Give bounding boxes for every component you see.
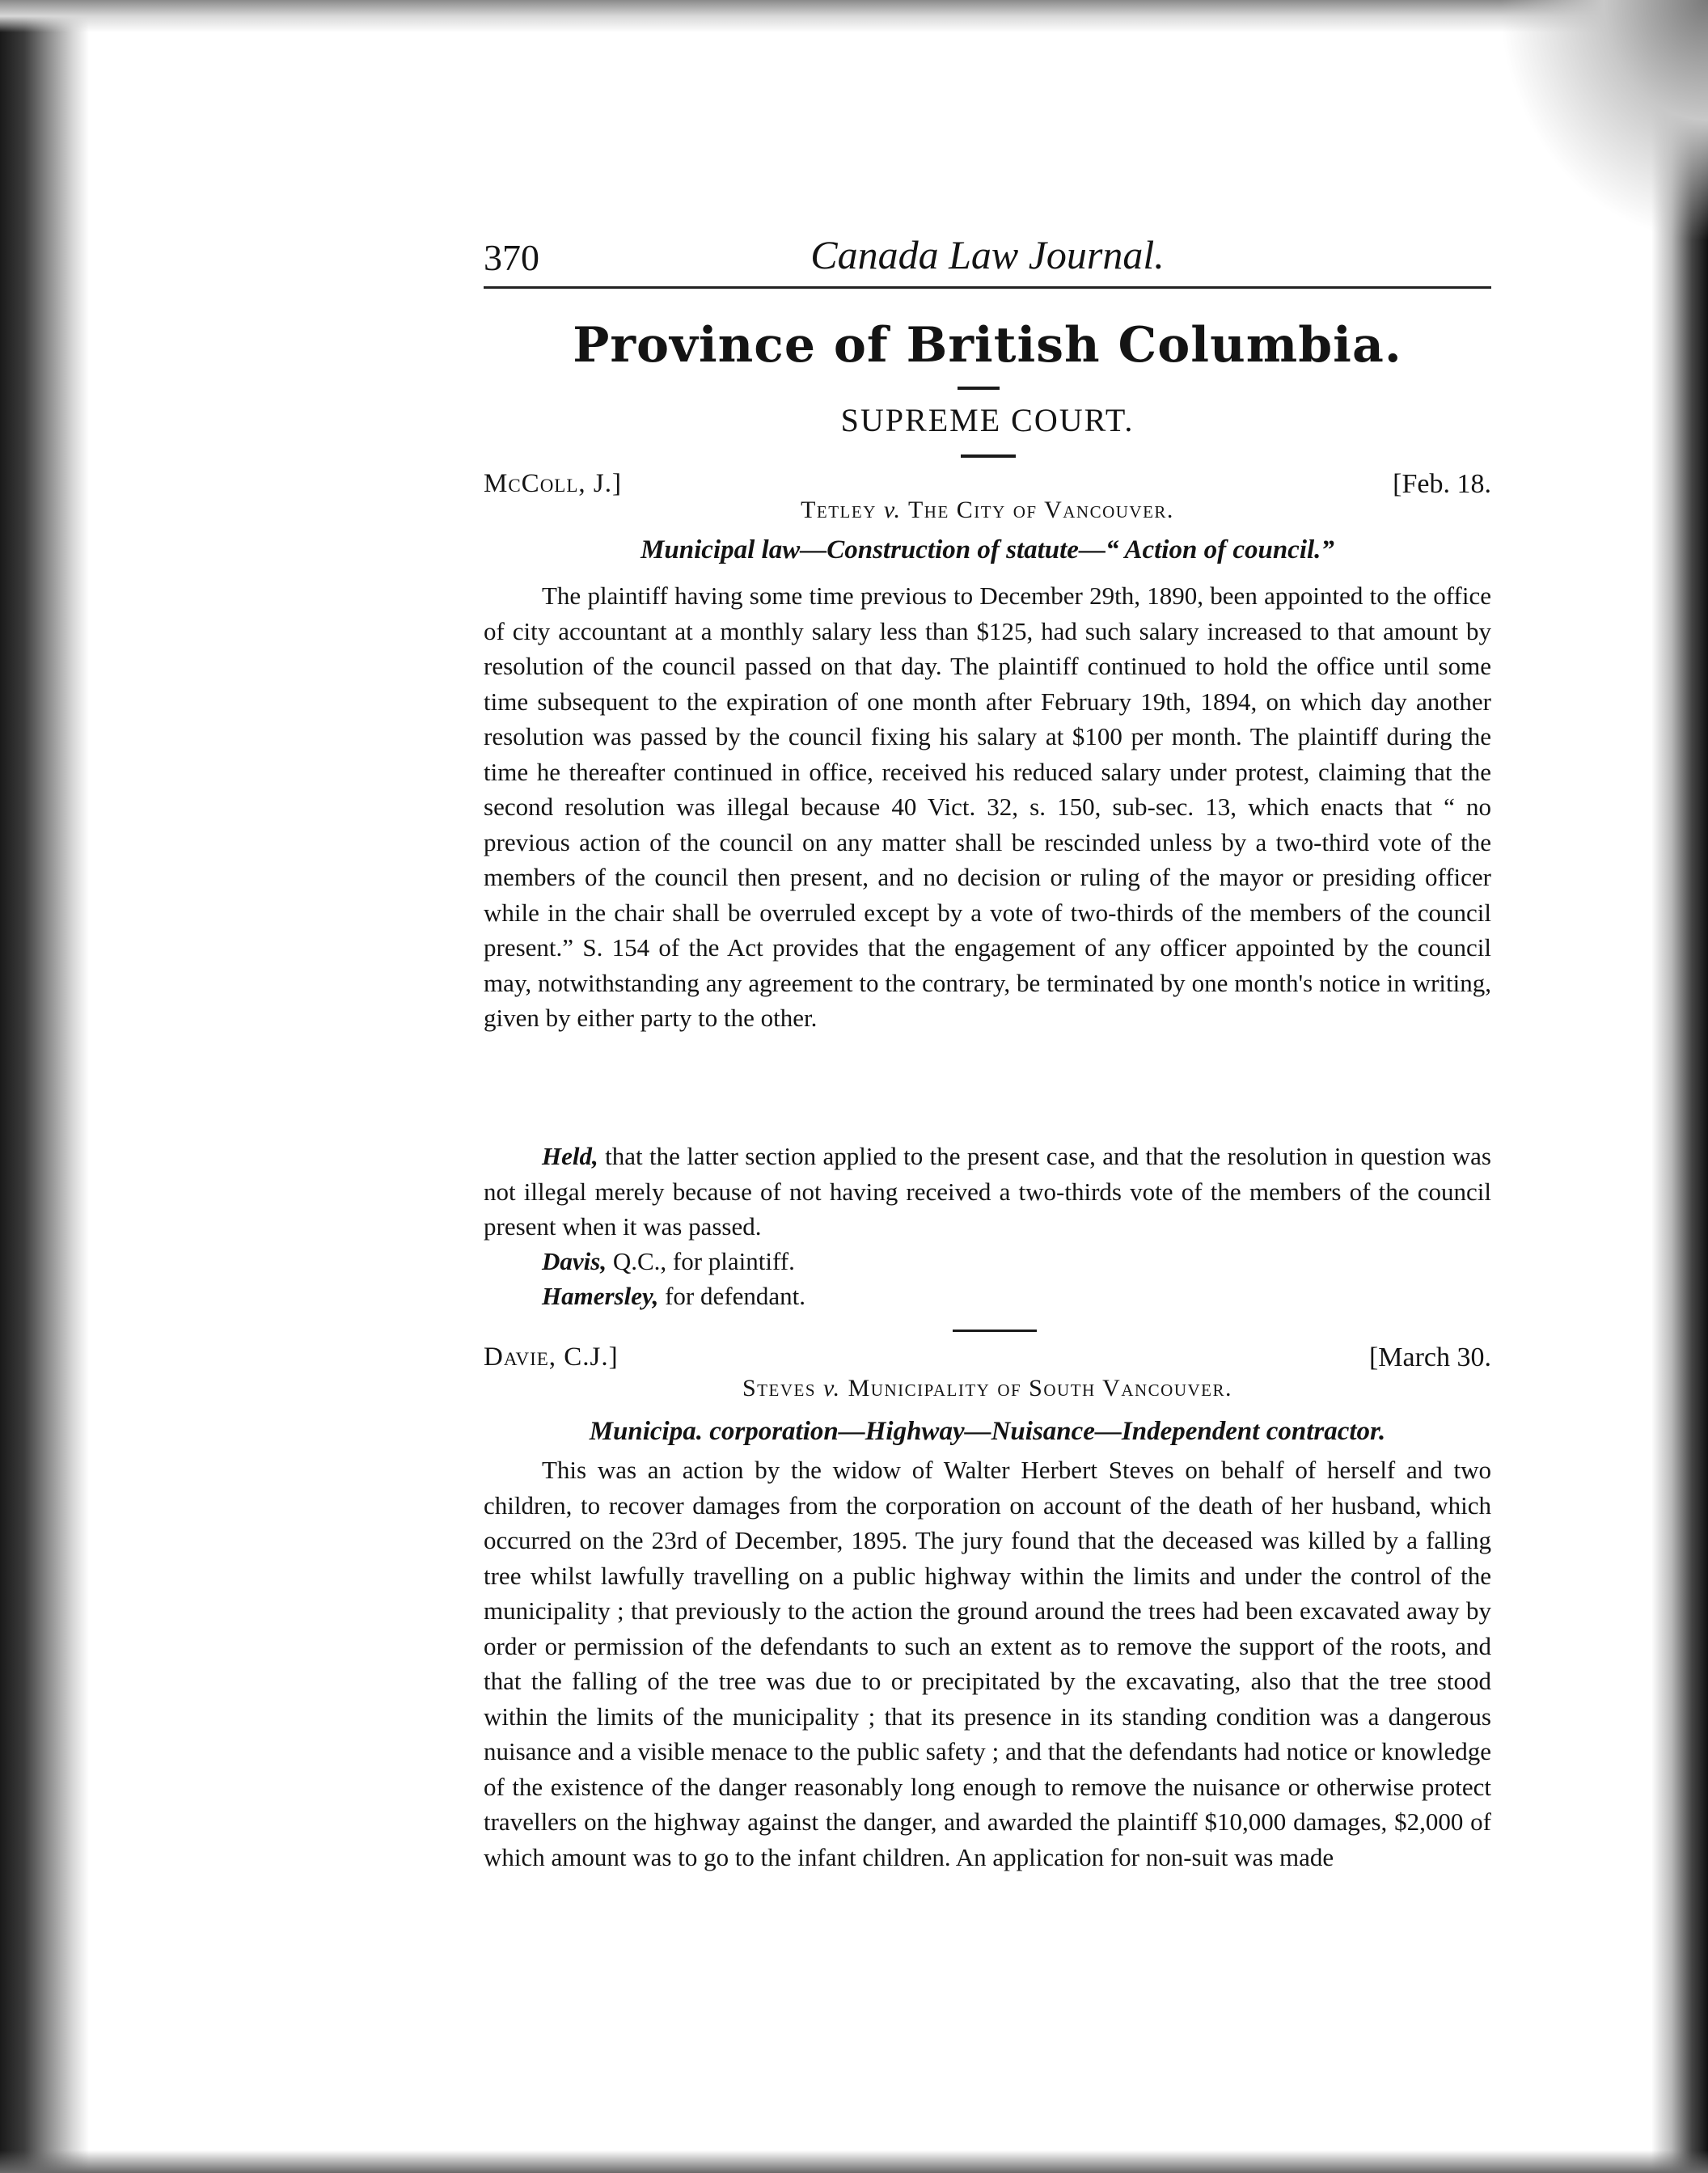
- running-head: [484, 230, 1491, 289]
- case-party-defendant: Municipality of South Vancouver.: [848, 1375, 1232, 1401]
- court-heading: SUPREME COURT.: [840, 402, 1135, 438]
- case-date: [March 30.: [1368, 1342, 1491, 1372]
- case-judge: Davie, C.J.]: [484, 1342, 619, 1372]
- divider: [953, 1330, 1037, 1332]
- case-body: The plaintiff having some time previous to December 29th, 1890, been appointed to the office of city accountant at a monthly salary less than $125, had such salary increased to that amount by resolution of the council passed on that day. The plaintiff continued to hold the office until some time subsequent to the expiration of one month after February 19th, 1894, on which day another resolution was passed by the council fixing his salary at $100 per month. The plaintiff during the time he thereafter continued in office, received his reduced salary under protest, claiming that the second resolution was illegal because 40 Vict. 32, s. 150, sub-sec. 13, which enacts that “ no previous action of the council on any matter shall be rescinded unless by a two-third vote of the members of the council then present, and no decision or ruling of the mayor or presiding officer while in the chair shall be overruled except by a vote of two-thirds of the members of the council present.” S. 154 of the Act provides that the engagement of any officer appointed by the council may, notwithstanding any agreement to the contrary, be terminated by one month's notice in writing, given by either party to the other.: [484, 581, 1491, 1032]
- case-party-defendant: The City of Vancouver.: [907, 497, 1174, 523]
- case-party-plaintiff: Tetley: [801, 497, 877, 523]
- journal-title: Canada Law Journal.: [810, 232, 1165, 277]
- counsel-line: [542, 1279, 805, 1314]
- scan-edge-left: [0, 0, 89, 2173]
- held-text: that the latter section applied to the present case, and that the resolution in question was not illegal merely because of not having received a two-thirds vote of the members of the council present when it was passed.: [484, 1142, 1491, 1241]
- case-headnote: Municipa. corporation—Highway—Nuisance—Independent contractor.: [589, 1417, 1386, 1446]
- counsel-name: Hamersley,: [542, 1282, 659, 1310]
- case-versus: v.: [883, 497, 902, 523]
- counsel-role: Q.C., for plaintiff.: [607, 1247, 795, 1275]
- held-lead: Held,: [542, 1142, 598, 1170]
- divider: [958, 387, 1000, 390]
- case-body: This was an action by the widow of Walter Herbert Steves on behalf of herself and two children, to recover damages from the corporation on account of the death of her husband, which occurred on the 23rd of December, 1895. The jury found that the deceased was killed by a falling tree whilst lawfully travelling on a public highway within the limits and under the control of the municipality ; that previously to the action the ground around the trees had been excavated away by order or permission of the defendants to such an extent as to remove the support of the roots, and that the falling of the tree was due to or precipitated by the excavating, also that the tree stood within the limits of the municipality ; that its presence in its standing condition was a dangerous nuisance and a visible menace to the public safety ; and that the defendants had notice or knowledge of the existence of the danger reasonably long enough to remove the nuisance or otherwise protect travellers on the highway against the danger, and awarded the plaintiff $10,000 damages, $2,000 of which amount was to go to the infant children. An application for non-suit was made: [484, 1456, 1491, 1871]
- case-party-plaintiff: Steves: [742, 1375, 817, 1401]
- case-versus: v.: [823, 1375, 841, 1401]
- case-headnote: Municipal law—Construction of statute—“ Action of council.”: [640, 535, 1334, 564]
- case-held: [484, 1139, 1491, 1245]
- scan-corner-shadow: [1498, 0, 1708, 243]
- page-number: 370: [484, 237, 539, 278]
- counsel-role: for defendant.: [658, 1282, 805, 1310]
- scan-edge-right: [1651, 0, 1708, 2173]
- case-date: [Feb. 18.: [1393, 469, 1491, 499]
- scan-edge-bottom: [0, 2150, 1708, 2173]
- scan-edge-top: [0, 0, 1708, 32]
- divider: [961, 454, 1016, 458]
- case-title: [484, 497, 1491, 524]
- case-title: [484, 1375, 1491, 1402]
- section-title: Province of British Columbia.: [573, 317, 1402, 374]
- counsel-line: [542, 1244, 795, 1279]
- counsel-name: Davis,: [542, 1247, 607, 1275]
- case-judge: McColl, J.]: [484, 469, 622, 498]
